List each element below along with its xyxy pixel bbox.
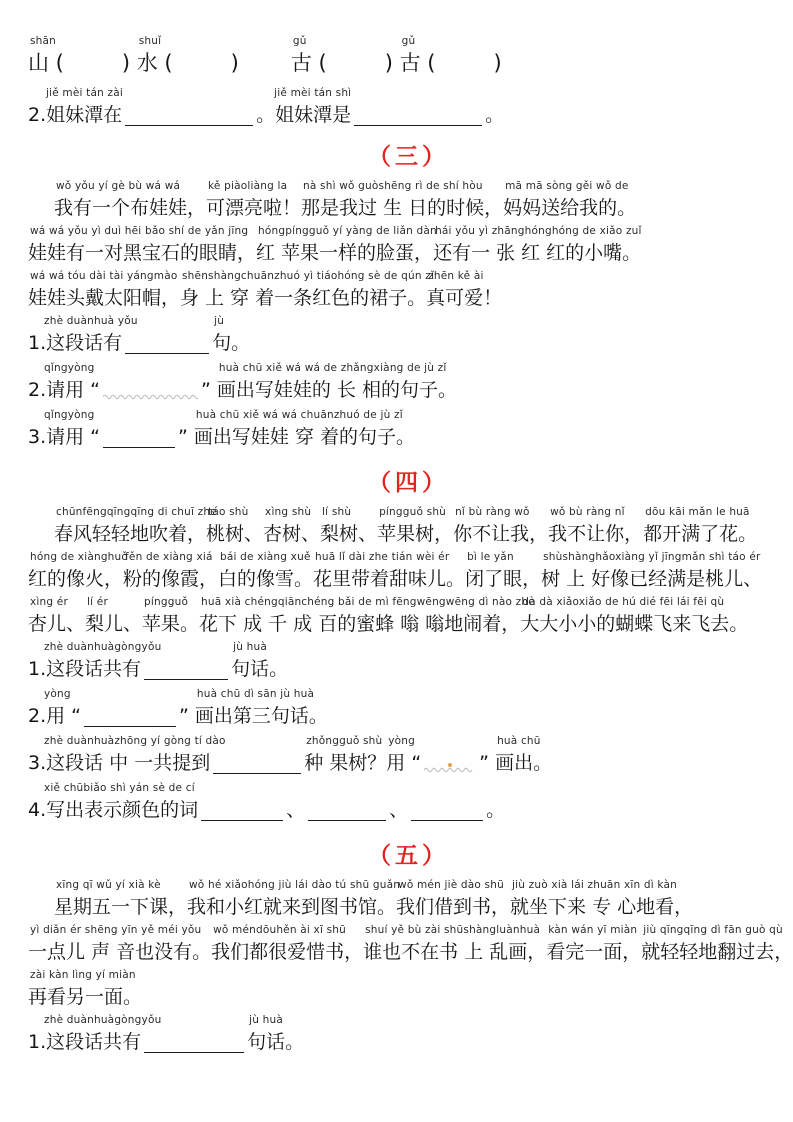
text-run bbox=[142, 595, 199, 637]
pinyin-annotation: zhè duànhuàgòngyǒu bbox=[44, 641, 162, 653]
hanzi-text: 句话。 bbox=[247, 1031, 305, 1053]
pinyin-annotation: lí ér bbox=[87, 596, 108, 608]
pinyin-annotation: xìng ér bbox=[30, 596, 68, 608]
question-line bbox=[28, 781, 789, 823]
hanzi-text: 就轻轻地翻过去， bbox=[641, 941, 793, 963]
hanzi-text: 画出写娃娃的 长 相的句子。 bbox=[216, 379, 458, 401]
text-run bbox=[28, 86, 122, 128]
text-run bbox=[256, 86, 351, 128]
paragraph-line bbox=[28, 595, 789, 637]
text-run bbox=[54, 505, 217, 547]
answer-blank bbox=[125, 103, 253, 126]
pinyin-annotation: lí shù bbox=[322, 506, 352, 518]
hanzi-text: 我和小红就来到图书馆。 bbox=[187, 896, 397, 918]
answer-blank bbox=[125, 331, 209, 354]
blank-space bbox=[239, 75, 291, 76]
section-heading: （五） bbox=[368, 843, 449, 869]
question-line bbox=[28, 640, 789, 682]
hanzi-text: 苹果树， bbox=[377, 523, 454, 545]
text-run bbox=[643, 505, 757, 547]
pinyin-annotation: dōu kāi mǎn le huā bbox=[645, 506, 750, 518]
text-run bbox=[433, 224, 641, 266]
text-run bbox=[28, 640, 162, 682]
word-fill-row bbox=[28, 34, 789, 76]
pinyin-annotation: huà chū xiě wá wá de zhǎngxiàng de jù zǐ bbox=[218, 362, 447, 374]
hanzi-text: 我们借到书， bbox=[396, 896, 511, 918]
hanzi-text: 白的像雪。 bbox=[218, 568, 314, 590]
pinyin-annotation: nǐ bù ràng wǒ bbox=[455, 506, 530, 518]
pinyin-annotation: zhè duànhuàgòngyǒu bbox=[44, 1014, 162, 1026]
text-run bbox=[520, 595, 748, 637]
text-run bbox=[28, 224, 256, 266]
quoted-wavy-blank bbox=[103, 380, 198, 403]
answer-blank bbox=[201, 798, 283, 821]
hanzi-text: ) bbox=[230, 51, 239, 75]
hanzi-text: 我不让你， bbox=[548, 523, 644, 545]
text-run bbox=[206, 179, 301, 221]
hanzi-text: 杏树、 bbox=[263, 523, 321, 545]
hanzi-text: 句。 bbox=[212, 332, 251, 354]
pinyin-annotation: chūnfēngqīngqīng di chuī zhe bbox=[56, 506, 217, 518]
text-run bbox=[180, 269, 435, 311]
text-run bbox=[405, 734, 421, 776]
pinyin-annotation: zhè duànhuàzhōng yí gòng tí dào bbox=[44, 735, 226, 747]
text-run bbox=[178, 408, 194, 450]
text-run bbox=[548, 505, 643, 547]
hanzi-text: 画出第三句话。 bbox=[194, 705, 328, 727]
hanzi-text: 大大小小的蝴蝶飞来飞去。 bbox=[520, 613, 749, 635]
hanzi-text: 我们都很爱惜书， bbox=[211, 941, 364, 963]
text-run bbox=[320, 505, 377, 547]
answer-blank bbox=[411, 798, 483, 821]
text-run bbox=[546, 923, 641, 965]
text-run bbox=[28, 34, 64, 76]
hanzi-text: 杏儿、 bbox=[28, 613, 86, 635]
text-run bbox=[465, 550, 541, 592]
text-run bbox=[495, 734, 552, 776]
text-run bbox=[65, 687, 81, 729]
hanzi-text: 可漂亮啦！ bbox=[206, 197, 302, 219]
hanzi-text: ) bbox=[121, 51, 137, 75]
pinyin-annotation: jù bbox=[214, 315, 225, 327]
pinyin-annotation: wǒ mén jiè dào shū bbox=[398, 879, 504, 891]
pinyin-annotation: xīng qī wǔ yí xià kè bbox=[56, 879, 161, 891]
pinyin-annotation: yòng bbox=[44, 688, 71, 700]
text-run bbox=[206, 505, 263, 547]
hanzi-text: 树 上 好像已经满是桃儿、 bbox=[541, 568, 763, 590]
pinyin-annotation: zài kàn lìng yí miàn bbox=[30, 969, 136, 981]
hanzi-text: 。 bbox=[486, 799, 506, 821]
text-run bbox=[28, 361, 95, 403]
hanzi-text: ” bbox=[201, 379, 217, 401]
text-run bbox=[28, 687, 71, 729]
text-run bbox=[231, 34, 239, 76]
pinyin-annotation: kàn wán yī miàn bbox=[548, 924, 638, 936]
wavy-underline bbox=[103, 393, 198, 400]
hanzi-text: 水 ( bbox=[136, 51, 173, 75]
text-run bbox=[28, 314, 138, 356]
hanzi-text: 用 bbox=[386, 752, 406, 774]
hanzi-text: 苹果。 bbox=[142, 613, 200, 635]
paragraph-line bbox=[28, 968, 789, 1010]
pinyin-annotation: zhè duànhuà yǒu bbox=[44, 315, 138, 327]
text-run bbox=[231, 640, 288, 682]
pinyin-annotation: huā xià chéngqiānchéng bǎi de mì fēngwēngwēng dì nào zhe bbox=[201, 596, 535, 608]
text-run bbox=[84, 408, 100, 450]
hanzi-text: 句话。 bbox=[231, 658, 289, 680]
pinyin-annotation: xiě chūbiǎo shì yán sè de cí bbox=[44, 782, 195, 794]
pinyin-annotation: huà chū dì sān jù huà bbox=[196, 688, 315, 700]
text-run bbox=[123, 550, 218, 592]
hanzi-text: 山 ( bbox=[28, 51, 64, 75]
quoted-answer-blank bbox=[84, 704, 176, 727]
text-run bbox=[28, 1013, 162, 1055]
hanzi-text: 春风轻轻地吹着， bbox=[54, 523, 207, 545]
hanzi-text: 画出。 bbox=[495, 752, 553, 774]
hanzi-text: 我有一个布娃娃， bbox=[54, 197, 207, 219]
blank-space bbox=[435, 75, 493, 76]
hanzi-text: 桃树、 bbox=[206, 523, 264, 545]
text-run bbox=[503, 179, 636, 221]
pinyin-annotation: bái de xiàng xuě bbox=[220, 551, 311, 563]
hanzi-text: 闭了眼， bbox=[465, 568, 542, 590]
hanzi-text: 花里带着甜味儿。 bbox=[313, 568, 466, 590]
pinyin-annotation: hóng de xiànghuǒ bbox=[30, 551, 129, 563]
pinyin-annotation: gǔ bbox=[292, 35, 307, 47]
text-run bbox=[28, 269, 180, 311]
hanzi-text: 花下 成 千 成 百的蜜蜂 嗡 嗡地闹着， bbox=[199, 613, 521, 635]
pinyin-annotation: dà dà xiǎoxiǎo de hú dié fēi lái fēi qù bbox=[522, 596, 725, 608]
text-run bbox=[28, 550, 129, 592]
text-run bbox=[199, 595, 535, 637]
quoted-answer-blank bbox=[103, 425, 175, 448]
text-run bbox=[426, 269, 502, 311]
pinyin-annotation: shēnshàngchuānzhuó yì tiáohóng sè de qún zǐ bbox=[182, 270, 435, 282]
pinyin-annotation: xìng shù bbox=[265, 506, 312, 518]
text-run bbox=[28, 734, 226, 776]
pinyin-annotation: hóngpíngguǒ yí yàng de liǎn dàn bbox=[258, 225, 437, 237]
hanzi-text: 梨树、 bbox=[320, 523, 378, 545]
pinyin-annotation: nà shì wǒ guòshēng rì de shí hòu bbox=[303, 180, 483, 192]
pinyin-annotation: shān bbox=[30, 35, 57, 47]
pinyin-annotation: jiě mèi tán shì bbox=[274, 87, 352, 99]
text-run bbox=[211, 923, 363, 965]
hanzi-text: 星期五一下课， bbox=[54, 896, 188, 918]
quoted-wavy-blank bbox=[424, 753, 476, 776]
answer-blank bbox=[144, 657, 228, 680]
text-run bbox=[28, 595, 85, 637]
answer-blank bbox=[213, 751, 301, 774]
text-run bbox=[479, 734, 495, 776]
hanzi-text: 2.用 bbox=[28, 705, 66, 727]
text-run bbox=[54, 878, 187, 920]
text-run bbox=[201, 361, 217, 403]
answer-blank bbox=[144, 1030, 244, 1053]
pinyin-annotation: huà chū xiě wá wá chuānzhuó de jù zǐ bbox=[195, 409, 403, 421]
hanzi-text: 还有一 张 红 红的小嘴。 bbox=[433, 242, 642, 264]
blank-space bbox=[64, 75, 122, 76]
text-run bbox=[396, 878, 510, 920]
text-run bbox=[377, 505, 453, 547]
question-line bbox=[28, 687, 789, 729]
pinyin-annotation: shùshànghǎoxiàng yǐ jīngmǎn shì táo ér bbox=[543, 551, 761, 563]
hanzi-text: 2.请用 bbox=[28, 379, 85, 401]
pinyin-annotation: wá wá yǒu yì duì hēi bǎo shí de yǎn jīng bbox=[30, 225, 249, 237]
text-run bbox=[641, 923, 793, 965]
text-run bbox=[195, 687, 328, 729]
section-heading: （四） bbox=[368, 470, 449, 496]
text-run bbox=[54, 179, 206, 221]
hanzi-text: 。 bbox=[485, 104, 505, 126]
paragraph-line bbox=[28, 179, 789, 221]
pinyin-annotation: jiù qīngqīng dì fān guò qù bbox=[643, 924, 783, 936]
hanzi-text: 1.这段话共有 bbox=[28, 1031, 142, 1053]
text-run bbox=[84, 361, 100, 403]
hanzi-text: 再看另一面。 bbox=[28, 986, 143, 1008]
text-run bbox=[485, 86, 504, 128]
paragraph-line bbox=[28, 923, 793, 965]
pinyin-annotation: píngguǒ bbox=[144, 596, 189, 608]
pinyin-annotation: táo shù bbox=[208, 506, 249, 518]
paragraph-line bbox=[28, 550, 789, 592]
hanzi-text: 身 上 穿 着一条红色的裙子。 bbox=[180, 287, 427, 309]
hanzi-text: “ bbox=[405, 752, 422, 774]
hanzi-text: 、 bbox=[389, 799, 409, 821]
hanzi-text: 、 bbox=[286, 799, 306, 821]
answer-blank bbox=[354, 103, 482, 126]
pinyin-annotation: jiě mèi tán zài bbox=[46, 87, 123, 99]
answer-blank bbox=[308, 798, 386, 821]
paragraph-line bbox=[28, 269, 789, 311]
paragraph-line bbox=[28, 224, 789, 266]
text-run bbox=[363, 923, 546, 965]
pinyin-annotation: píngguǒ shù bbox=[379, 506, 447, 518]
pinyin-annotation: huā lǐ dài zhe tián wèi ér bbox=[315, 551, 450, 563]
question-line bbox=[28, 361, 789, 403]
text-run bbox=[301, 179, 503, 221]
pinyin-annotation: qǐngyòng bbox=[44, 362, 95, 374]
text-run bbox=[385, 34, 400, 76]
pinyin-annotation: shuǐ bbox=[138, 35, 162, 47]
pinyin-annotation: wá wá tóu dài tài yángmào bbox=[30, 270, 178, 282]
question-line bbox=[28, 408, 789, 450]
hanzi-text: 娃娃头戴太阳帽， bbox=[28, 287, 181, 309]
hanzi-text: ) bbox=[493, 51, 502, 75]
text-run bbox=[85, 595, 142, 637]
text-run bbox=[291, 34, 327, 76]
question-line bbox=[28, 86, 789, 128]
text-run bbox=[304, 734, 386, 776]
text-run bbox=[286, 781, 305, 823]
text-run bbox=[493, 34, 501, 76]
pinyin-annotation: wǒ méndōuhěn ài xī shū bbox=[213, 924, 346, 936]
pinyin-annotation: zhēn kě ài bbox=[428, 270, 484, 282]
hanzi-text: 梨儿、 bbox=[85, 613, 143, 635]
hanzi-text: 都开满了花。 bbox=[643, 523, 758, 545]
text-run bbox=[263, 505, 320, 547]
paragraph-line bbox=[28, 878, 789, 920]
wavy-underline bbox=[424, 766, 476, 773]
hanzi-text: 就坐下来 专 心地看， bbox=[510, 896, 694, 918]
hanzi-text: 3.请用 bbox=[28, 426, 85, 448]
question-line bbox=[28, 734, 789, 776]
text-run bbox=[389, 781, 408, 823]
hanzi-text: 谁也不在书 上 乱画， bbox=[363, 941, 547, 963]
question-line bbox=[28, 314, 789, 356]
hanzi-text: 你不让我， bbox=[453, 523, 549, 545]
pinyin-annotation: yòng bbox=[388, 735, 416, 747]
text-run bbox=[28, 923, 211, 965]
pinyin-annotation: shuí yě bù zài shūshàngluànhuà bbox=[365, 924, 541, 936]
text-run bbox=[218, 550, 313, 592]
pinyin-annotation: wǒ hé xiǎohóng jiù lái dào tú shū guǎn bbox=[189, 879, 401, 891]
pinyin-annotation: huà chū bbox=[497, 735, 541, 747]
question-line bbox=[28, 1013, 789, 1055]
hanzi-text: 红 苹果一样的脸蛋， bbox=[256, 242, 434, 264]
text-run bbox=[541, 550, 762, 592]
text-run bbox=[28, 408, 95, 450]
hanzi-text: 一点儿 声 音也没有。 bbox=[28, 941, 212, 963]
hanzi-text: 3.这段话 中 一共提到 bbox=[28, 752, 211, 774]
text-run bbox=[28, 968, 142, 1010]
text-run bbox=[386, 734, 416, 776]
pinyin-annotation: qǐngyòng bbox=[44, 409, 95, 421]
pinyin-annotation: jù huà bbox=[249, 1014, 283, 1026]
hanzi-text: 4.写出表示颜色的词 bbox=[28, 799, 199, 821]
hanzi-text: ” bbox=[479, 752, 496, 774]
hanzi-text: ) bbox=[384, 51, 400, 75]
pinyin-annotation: fěn de xiàng xiá bbox=[125, 551, 213, 563]
text-run bbox=[313, 550, 465, 592]
text-run bbox=[453, 505, 548, 547]
hanzi-text: 古 ( bbox=[399, 51, 436, 75]
text-run bbox=[217, 361, 457, 403]
hanzi-text: “ bbox=[84, 379, 101, 401]
hanzi-text: 粉的像霞， bbox=[123, 568, 219, 590]
text-run bbox=[510, 878, 693, 920]
hanzi-text: 那是我过 生 日的时候， bbox=[301, 197, 504, 219]
text-run bbox=[122, 34, 137, 76]
text-run bbox=[256, 224, 437, 266]
pinyin-annotation: jù huà bbox=[233, 641, 267, 653]
pinyin-annotation: gǔ bbox=[401, 35, 416, 47]
text-run bbox=[137, 34, 173, 76]
hanzi-text: 娃娃有一对黑宝石的眼睛， bbox=[28, 242, 257, 264]
blank-space bbox=[327, 75, 385, 76]
text-run bbox=[400, 34, 436, 76]
hanzi-text: 种 果树？ bbox=[304, 752, 387, 774]
text-run bbox=[212, 314, 250, 356]
hanzi-text: 看完一面， bbox=[546, 941, 642, 963]
pinyin-annotation: jiù zuò xià lái zhuān xīn dì kàn bbox=[512, 879, 677, 891]
hanzi-text: 。姐妹潭是 bbox=[256, 104, 352, 126]
blank-space bbox=[173, 75, 231, 76]
hanzi-text: 1.这段话有 bbox=[28, 332, 123, 354]
paragraph-line bbox=[28, 505, 789, 547]
pinyin-annotation: zhǒngguǒ shù bbox=[306, 735, 383, 747]
pinyin-annotation: yì diǎn ér shēng yīn yě méi yǒu bbox=[30, 924, 202, 936]
pinyin-annotation: mā mā sòng gěi wǒ de bbox=[505, 180, 629, 192]
pinyin-annotation: wǒ bù ràng nǐ bbox=[550, 506, 625, 518]
text-run bbox=[194, 408, 415, 450]
hanzi-text: 1.这段话共有 bbox=[28, 658, 142, 680]
hanzi-text: 画出写娃娃 穿 着的句子。 bbox=[193, 426, 416, 448]
text-run bbox=[486, 781, 505, 823]
pinyin-annotation: wǒ yǒu yí gè bù wá wá bbox=[56, 180, 181, 192]
pinyin-annotation: bì le yǎn bbox=[467, 551, 514, 563]
hanzi-text: 2.姐妹潭在 bbox=[28, 104, 123, 126]
hanzi-text: 妈妈送给我的。 bbox=[503, 197, 637, 219]
hanzi-text: 古 ( bbox=[290, 51, 327, 75]
hanzi-text: “ bbox=[84, 426, 101, 448]
section-heading: （三） bbox=[368, 144, 449, 170]
hanzi-text: 真可爱！ bbox=[426, 287, 503, 309]
pinyin-annotation: hái yǒu yì zhānghónghóng de xiǎo zuǐ bbox=[435, 225, 642, 237]
text-run bbox=[187, 878, 401, 920]
pinyin-annotation: kě piàoliàng la bbox=[208, 180, 288, 192]
text-run bbox=[28, 781, 198, 823]
hanzi-text: ” bbox=[178, 426, 194, 448]
text-run bbox=[179, 687, 195, 729]
hanzi-text: ” bbox=[179, 705, 195, 727]
text-run bbox=[247, 1013, 304, 1055]
hanzi-text: 红的像火， bbox=[28, 568, 124, 590]
hanzi-text: “ bbox=[65, 705, 82, 727]
